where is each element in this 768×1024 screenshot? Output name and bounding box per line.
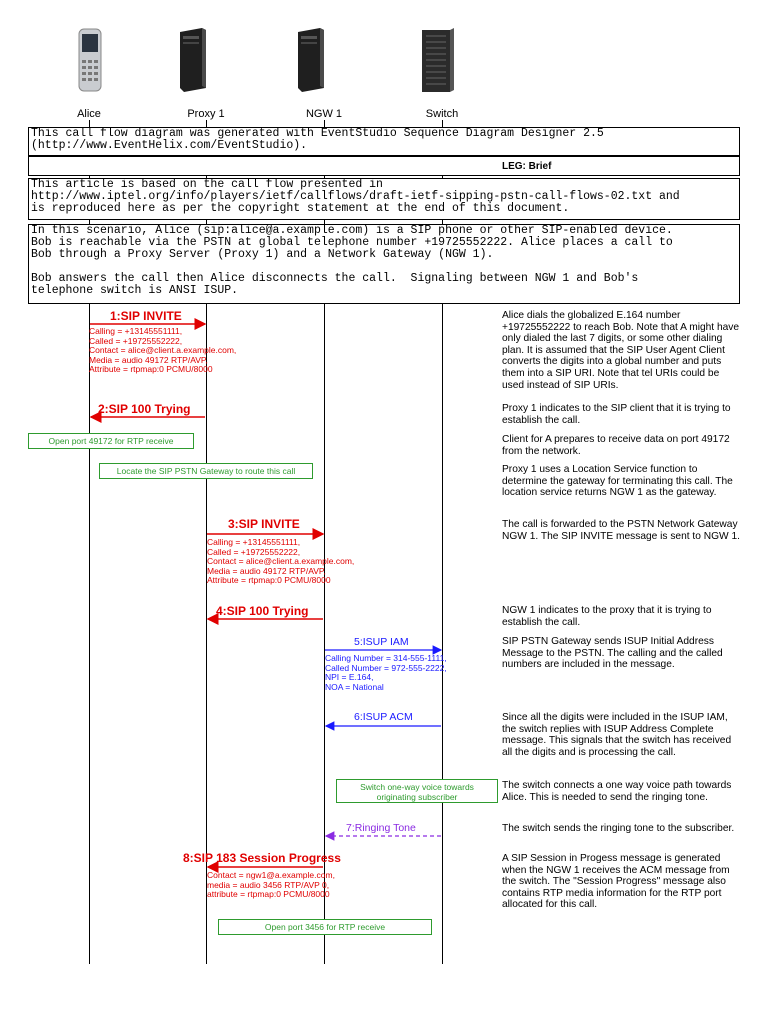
note-action-2: Proxy 1 uses a Location Service function to determine the gateway for terminating this call. The location service returns NGW 1 as the gateway. xyxy=(502,464,733,499)
based-on-note: This article is based on the call flow presented in http://www.iptel.org/info/players/ietf/callflows/draft-ietf-sipping-pstn-call-flows-02.txt and is reproduced here as per the copyright statement at the end of this document. xyxy=(28,178,740,220)
msg-3-label: 3:SIP INVITE xyxy=(228,517,300,531)
msg-6-label: 6:ISUP ACM xyxy=(354,711,413,723)
header-note: This call flow diagram was generated with EventStudio Sequence Diagram Designer 2.5 (http://www.EventHelix.com/EventStudio). xyxy=(28,127,740,156)
msg-5-params: Calling Number = 314-555-1111, Called Number = 972-555-2222, NPI = E.164, NOA = National xyxy=(325,653,447,692)
actor-label-switch: Switch xyxy=(425,108,459,120)
msg-4-label: 4:SIP 100 Trying xyxy=(216,604,309,618)
leg-label: LEG: Brief xyxy=(502,161,552,172)
note-msg-7: The switch sends the ringing tone to the subscriber. xyxy=(502,823,735,834)
action-open-port-49172: Open port 49172 for RTP receive xyxy=(28,433,194,449)
note-msg-6: Since all the digits were included in the ISUP IAM, the switch replies with ISUP Address Complete message. This signals that the switch has received all the digits and is processing the call. xyxy=(502,712,732,758)
msg-7-label: 7:Ringing Tone xyxy=(346,822,416,834)
msg-3-params: Calling = +13145551111, Called = +19725552222, Contact = alice@client.a.example.com, Media = audio 49172 RTP/AVP, Attribute = rtpmap:0 PCMU/8000 xyxy=(207,537,355,585)
note-msg-3: The call is forwarded to the PSTN Network Gateway NGW 1. The SIP INVITE message is sent to NGW 1. xyxy=(502,519,740,542)
note-msg-4: NGW 1 indicates to the proxy that it is trying to establish the call. xyxy=(502,605,712,628)
msg-8-params: Contact = ngw1@a.example.com, media = audio 3456 RTP/AVP 0, attribute = rtpmap:0 PCMU/8000 xyxy=(207,870,335,899)
note-action-3: The switch connects a one way voice path towards Alice. This is needed to send the ringing tone. xyxy=(502,780,732,803)
note-msg-2: Proxy 1 indicates to the SIP client that it is trying to establish the call. xyxy=(502,403,731,426)
action-locate-gateway: Locate the SIP PSTN Gateway to route this call xyxy=(99,463,313,479)
msg-8-label: 8:SIP 183 Session Progress xyxy=(183,851,341,865)
note-action-1: Client for A prepares to receive data on port 49172 from the network. xyxy=(502,434,730,457)
action-open-port-3456: Open port 3456 for RTP receive xyxy=(218,919,432,935)
note-msg-8: A SIP Session in Progess message is generated when the NGW 1 receives the ACM message from the switch. The "Session Progress" message also contains RTP media information for the RTP port allocated for this call. xyxy=(502,853,730,911)
actor-label-ngw1: NGW 1 xyxy=(305,108,343,120)
action-switch-one-way-voice: Switch one-way voice towards originating subscriber xyxy=(336,779,498,803)
actor-label-alice: Alice xyxy=(77,108,101,120)
note-msg-5: SIP PSTN Gateway sends ISUP Initial Address Message to the PSTN. The calling and the called numbers are included in the message. xyxy=(502,636,723,671)
scenario-note: In this scenario, Alice (sip:alice@a.example.com) is a SIP phone or other SIP-enabled device. Bob is reachable via the PSTN at global telephone number +19725552222. Alice places a call to Bob through a Proxy Server (Proxy 1) and a Network Gateway (NGW 1). Bob answers the call then Alice disconnects the call. Signaling between NGW 1 and Bob's telephone switch is ANSI ISUP. xyxy=(28,224,740,304)
msg-2-label: 2:SIP 100 Trying xyxy=(98,402,191,416)
msg-1-label: 1:SIP INVITE xyxy=(110,309,182,323)
msg-1-params: Calling = +13145551111, Called = +19725552222, Contact = alice@client.a.example.com, Media = audio 49172 RTP/AVP, Attribute = rtpmap:0 PCMU/8000 xyxy=(89,326,237,374)
note-msg-1: Alice dials the globalized E.164 number +19725552222 to reach Bob. Note that A might have only dialed the last 7 digits, or some other dialing plan. It is assumed that the SIP User Agent Client converts the digits into a global number and puts them into a SIP URI. Note that tel URIs could be used instead of SIP URIs. xyxy=(502,310,740,391)
msg-5-label: 5:ISUP IAM xyxy=(354,636,409,648)
actor-label-proxy1: Proxy 1 xyxy=(187,108,225,120)
